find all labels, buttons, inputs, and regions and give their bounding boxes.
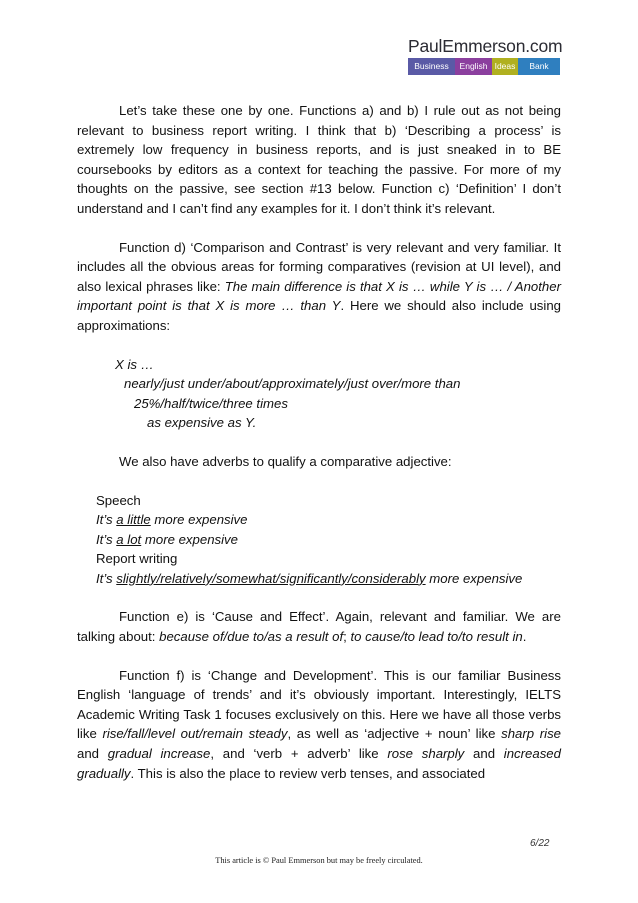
text-run-italic: because of/due to/as a result of (159, 629, 344, 645)
text-run: . (522, 629, 527, 645)
text-run-italic: gradual increase (107, 746, 211, 762)
site-logo[interactable] (408, 36, 563, 75)
approx-line-1: X is … (115, 356, 154, 372)
label-report-writing: Report writing (96, 551, 178, 567)
text-run-italic: The main difference is that X is … while Y is … / Another important point is that X is more … than Y (77, 278, 561, 314)
example-report-adverbs (77, 569, 561, 589)
text-run-underlined: a little (116, 512, 151, 528)
text-run-underlined: slightly/relatively/somewhat/significantly/considerably (116, 570, 426, 586)
text-run-italic: sharp rise (501, 726, 562, 742)
logo-segment: Business (408, 58, 455, 75)
text-run: more expensive (150, 512, 248, 528)
text-run: ; (343, 629, 351, 645)
text-run-italic: rise/fall/level out/remain steady (102, 726, 288, 742)
paragraph-comparison (77, 238, 561, 336)
text-run: Function d) ‘Comparison and Contrast’ is very relevant and very familiar. It includes all the obvious areas for forming comparatives (revision at UI level), and also lexical phrases like: (77, 239, 561, 294)
text-run: . Here we should also include using approximations: (77, 298, 561, 333)
text-run: It’s (96, 570, 117, 586)
page-number: 6/22 (530, 838, 550, 849)
logo-segment: Bank (518, 58, 560, 75)
text-run: and (77, 746, 108, 762)
text-run-italic: to cause/to lead to/to result in (350, 629, 523, 645)
label-speech: Speech (96, 492, 141, 508)
paragraph-adverbs-intro: We also have adverbs to qualify a comparative adjective: (119, 453, 452, 469)
text-run-italic: increased gradually (77, 746, 561, 781)
example-a-lot (77, 530, 561, 550)
footer-copyright: This article is © Paul Emmerson but may be freely circulated. (215, 856, 423, 865)
logo-tagline-bar (408, 58, 560, 75)
text-run-italic: rose sharply (387, 746, 465, 762)
paragraph-cause-effect (77, 607, 561, 646)
document-body (77, 101, 561, 783)
text-run: more expensive (141, 531, 238, 547)
text-run: , and ‘verb + adverb’ like (210, 746, 388, 762)
text-run: It’s (96, 512, 117, 528)
approx-line-3: 25%/half/twice/three times (134, 395, 288, 411)
text-run: Function e) is ‘Cause and Effect’. Again, relevant and familiar. We are talking about: (77, 609, 561, 645)
text-run-underlined: a lot (116, 531, 142, 547)
text-run: Function f) is ‘Change and Development’. This is our familiar Business English ‘language of trends’ and it’s obviously important. Interestingly, IELTS Academic Writing Task 1 focuses exclusively on this. Here we have all those verbs like (77, 667, 561, 742)
paragraph-functions-ab: Let’s take these one by one. Functions a) and b) I rule out as not being relevant to business report writing. I think that b) ‘Describing a process’ is extremely low frequency in business reports, and is just sneaked in to BE coursebooks by editors as a context for teaching the passive. For more of my thoughts on the passive, see section #13 below. Function c) ‘Definition’ I don’t understand and I can’t find any examples for it. I don’t think it’s relevant. (77, 103, 561, 216)
approx-line-2: nearly/just under/about/approximately/just over/more than (124, 376, 461, 392)
example-a-little (77, 510, 561, 530)
paragraph-change-development (77, 666, 561, 784)
logo-segment: Ideas (492, 58, 518, 75)
text-run: and (464, 746, 504, 762)
text-run: It’s (96, 531, 117, 547)
logo-title: PaulEmmerson.com (408, 36, 563, 56)
text-run: . This is also the place to review verb tenses, and associated (130, 765, 486, 781)
approx-line-4: as expensive as Y. (147, 415, 257, 431)
logo-segment: English (455, 58, 492, 75)
text-run: more expensive (425, 570, 523, 586)
text-run: , as well as ‘adjective + noun’ like (287, 726, 502, 742)
